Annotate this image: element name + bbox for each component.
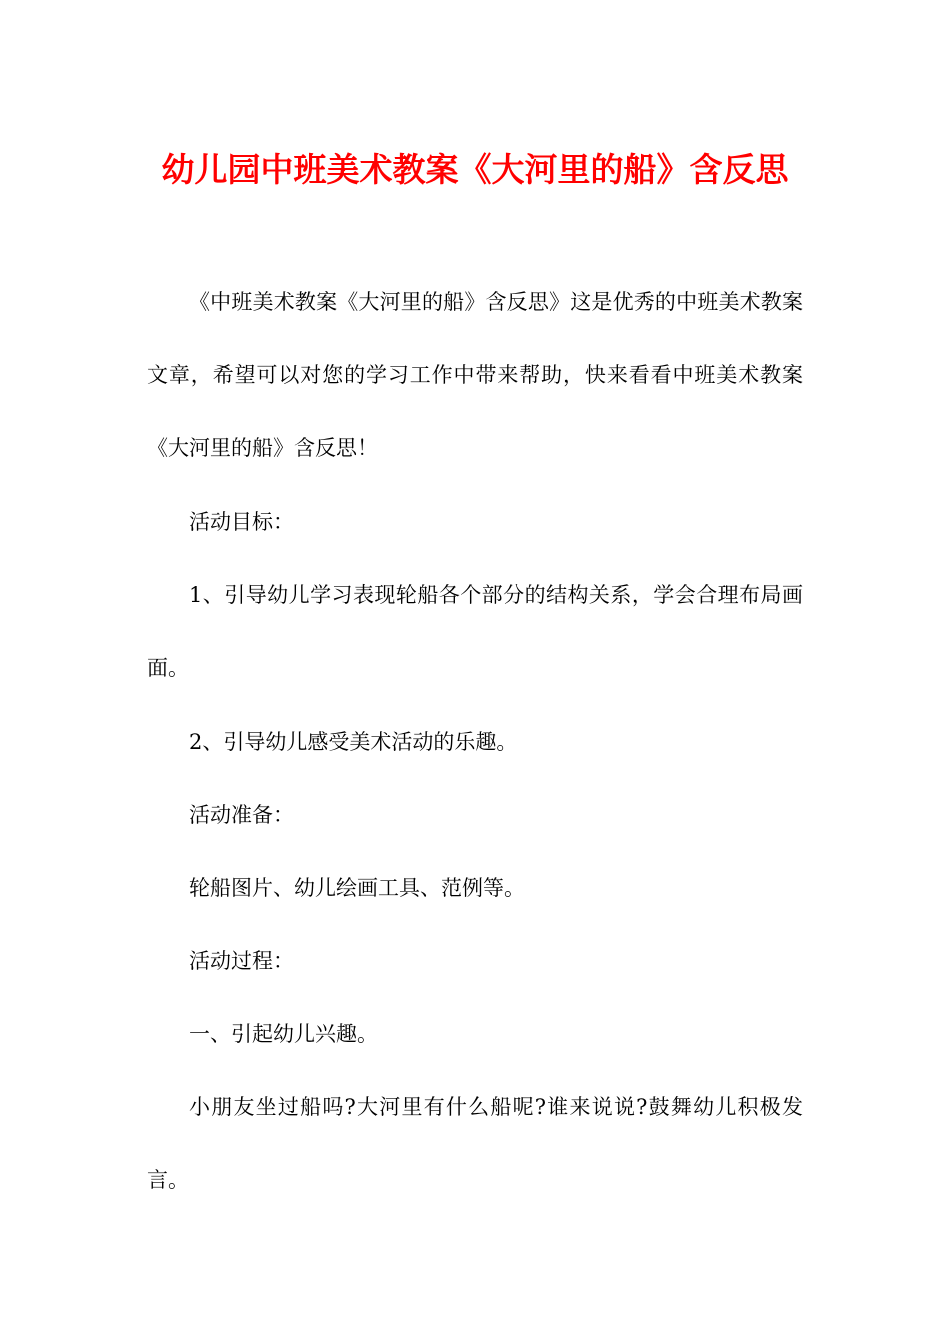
section-heading-goals: 活动目标： bbox=[189, 510, 294, 534]
process-step-1: 一、引起幼儿兴趣。 bbox=[189, 1022, 378, 1046]
section-heading-process: 活动过程： bbox=[189, 949, 294, 973]
document-title: 幼儿园中班美术教案《大河里的船》含反思 bbox=[161, 150, 789, 189]
goal-item-2: 2、引导幼儿感受美术活动的乐趣。 bbox=[189, 730, 518, 754]
document-body bbox=[147, 282, 803, 1234]
preparation-item: 轮船图片、幼儿绘画工具、范例等。 bbox=[189, 876, 525, 900]
section-heading-preparation: 活动准备： bbox=[189, 803, 294, 827]
intro-paragraph: 《中班美术教案《大河里的船》含反思》这是优秀的中班美术教案文章，希望可以对您的学习工作中带来帮助，快来看看中班美术教案《大河里的船》含反思！ bbox=[147, 290, 803, 460]
goal-item-1: 1、引导幼儿学习表现轮船各个部分的结构关系，学会合理布局画面。 bbox=[147, 583, 803, 680]
process-step-1-detail: 小朋友坐过船吗?大河里有什么船呢?谁来说说?鼓舞幼儿积极发言。 bbox=[147, 1095, 803, 1192]
